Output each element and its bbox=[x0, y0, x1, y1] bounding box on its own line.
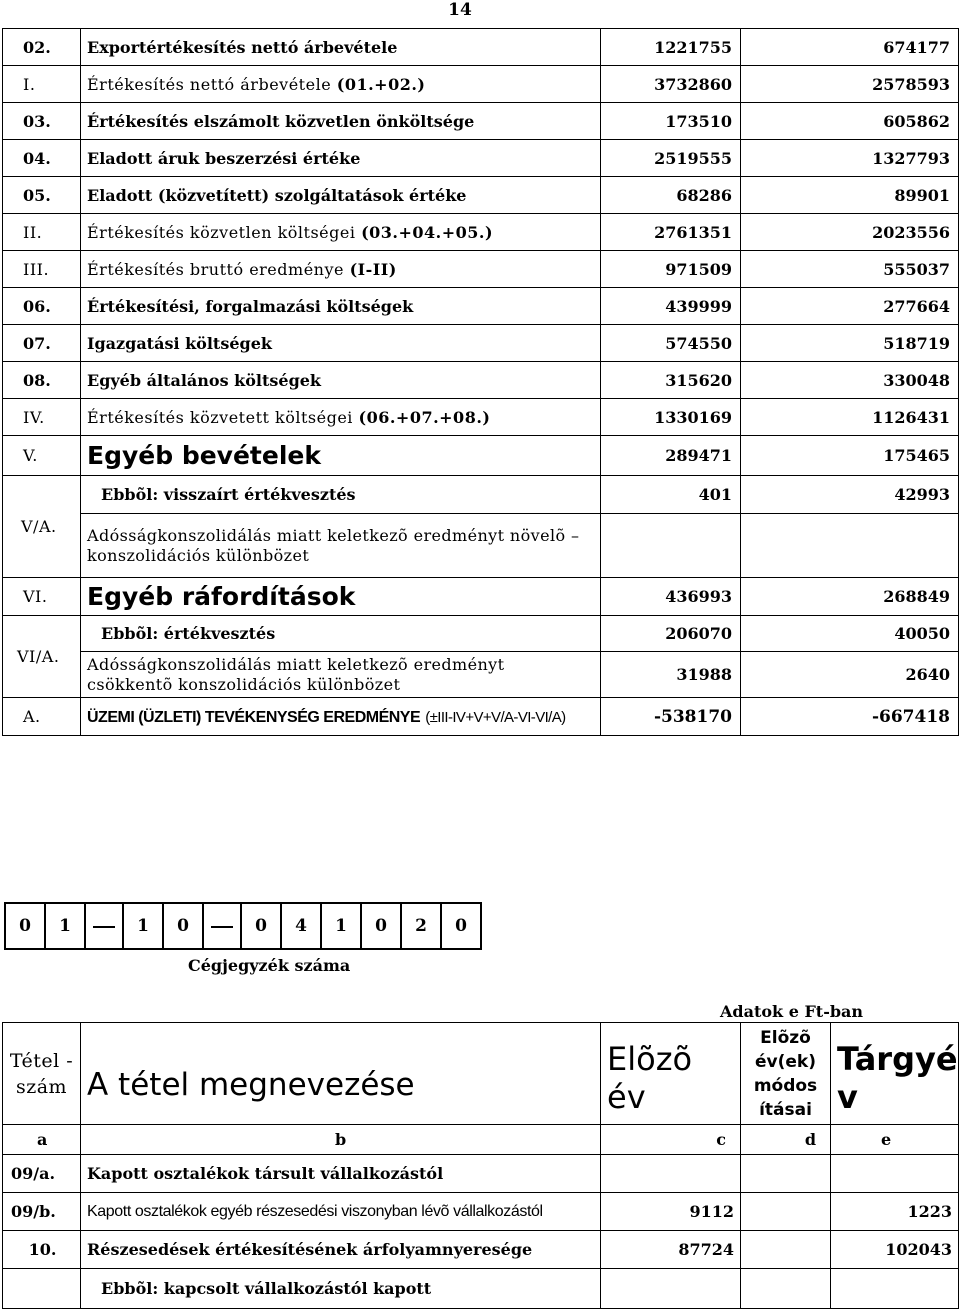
table-row bbox=[3, 103, 959, 140]
row-label: Ebbõl: kapcsolt vállalkozástól kapott bbox=[81, 1269, 601, 1309]
table-row bbox=[3, 66, 959, 103]
column-letter: c bbox=[601, 1125, 741, 1155]
registration-digit: 4 bbox=[281, 903, 321, 949]
table-row bbox=[3, 214, 959, 251]
row-label: Ebbõl: visszaírt értékvesztés bbox=[81, 476, 601, 514]
registration-digit: 1 bbox=[123, 903, 163, 949]
previous-year-value: 173510 bbox=[601, 103, 741, 140]
row-label-text: Eladott áruk beszerzési értéke bbox=[87, 148, 361, 168]
row-number: 05. bbox=[3, 177, 81, 214]
table-row bbox=[3, 1125, 959, 1155]
current-year-value: -667418 bbox=[741, 698, 959, 736]
table-row bbox=[3, 362, 959, 399]
table-row bbox=[3, 1231, 959, 1269]
previous-year-value: 68286 bbox=[601, 177, 741, 214]
row-number: II. bbox=[3, 214, 81, 251]
table-row bbox=[3, 652, 959, 698]
previous-year-value: 439999 bbox=[601, 288, 741, 325]
row-label: Ebbõl: értékvesztés bbox=[81, 616, 601, 652]
financial-items-table bbox=[2, 1022, 959, 1309]
previous-year-value: 1330169 bbox=[601, 399, 741, 436]
table-row bbox=[3, 177, 959, 214]
row-label-text: Igazgatási költségek bbox=[87, 333, 272, 353]
row-number: VI. bbox=[3, 578, 81, 616]
previous-year-value bbox=[601, 514, 741, 578]
header-modifications: Elõzõ év(ek) módos ításai bbox=[741, 1023, 831, 1125]
current-year-value: 518719 bbox=[741, 325, 959, 362]
current-year-value: 2023556 bbox=[741, 214, 959, 251]
header-item-number: Tétel - szám bbox=[3, 1023, 81, 1125]
row-number: A. bbox=[3, 698, 81, 736]
page-number: 14 bbox=[448, 0, 472, 20]
income-statement-table bbox=[2, 28, 959, 736]
table-row bbox=[3, 288, 959, 325]
row-label-text: Értékesítés bruttó eredménye bbox=[87, 259, 344, 279]
registration-label: Cégjegyzék száma bbox=[188, 956, 351, 975]
previous-year-value: 574550 bbox=[601, 325, 741, 362]
previous-year-value: 206070 bbox=[601, 616, 741, 652]
registration-digit: 0 bbox=[441, 903, 481, 949]
table-row bbox=[3, 1023, 959, 1125]
header-previous-year: Elõzõ év bbox=[601, 1023, 741, 1125]
previous-year-value: 9112 bbox=[601, 1193, 741, 1231]
row-number bbox=[3, 1269, 81, 1309]
row-label bbox=[81, 177, 601, 214]
modification-value bbox=[741, 1231, 831, 1269]
row-label: Kapott osztalékok társult vállalkozástól bbox=[81, 1155, 601, 1193]
row-number: 07. bbox=[3, 325, 81, 362]
row-label: Adósságkonszolidálás miatt keletkezõ eredményt csökkentõ konszolidációs különbözet bbox=[81, 652, 601, 698]
row-label-text: Értékesítés nettó árbevétele bbox=[87, 74, 332, 94]
current-year-value: 1126431 bbox=[741, 399, 959, 436]
row-number: 03. bbox=[3, 103, 81, 140]
current-year-value: 102043 bbox=[831, 1231, 959, 1269]
row-label: Kapott osztalékok egyéb részesedési viszonyban lévõ vállalkozástól bbox=[81, 1193, 601, 1231]
row-label bbox=[81, 66, 601, 103]
previous-year-value: 2761351 bbox=[601, 214, 741, 251]
registration-digit: 0 bbox=[163, 903, 203, 949]
table-row bbox=[3, 1155, 959, 1193]
current-year-value: 89901 bbox=[741, 177, 959, 214]
current-year-value: 330048 bbox=[741, 362, 959, 399]
table-row bbox=[3, 1193, 959, 1231]
row-number: 09/a. bbox=[3, 1155, 81, 1193]
registration-digit: 0 bbox=[361, 903, 401, 949]
current-year-value: 605862 bbox=[741, 103, 959, 140]
previous-year-value: 31988 bbox=[601, 652, 741, 698]
company-registration-number bbox=[4, 902, 482, 950]
previous-year-value: 87724 bbox=[601, 1231, 741, 1269]
result-title: ÜZEMI (ÜZLETI) TEVÉKENYSÉG EREDMÉNYE bbox=[87, 708, 421, 726]
row-label-text: Egyéb általános költségek bbox=[87, 370, 322, 390]
modification-value bbox=[741, 1269, 831, 1309]
registration-digit: 1 bbox=[45, 903, 85, 949]
row-label bbox=[81, 325, 601, 362]
table-row bbox=[3, 325, 959, 362]
header-current-year: Tárgyé v bbox=[831, 1023, 959, 1125]
current-year-value: 2640 bbox=[741, 652, 959, 698]
registration-digit: 2 bbox=[401, 903, 441, 949]
current-year-value: 1327793 bbox=[741, 140, 959, 177]
row-number: V. bbox=[3, 436, 81, 476]
previous-year-value: -538170 bbox=[601, 698, 741, 736]
previous-year-value bbox=[601, 1155, 741, 1193]
row-label bbox=[81, 103, 601, 140]
current-year-value bbox=[831, 1269, 959, 1309]
table-row bbox=[3, 436, 959, 476]
row-number: 02. bbox=[3, 29, 81, 66]
row-label-text: Exportértékesítés nettó árbevétele bbox=[87, 37, 398, 57]
units-note: Adatok e Ft-ban bbox=[720, 1002, 864, 1021]
table-row bbox=[3, 698, 959, 736]
row-formula: (01.+02.) bbox=[336, 74, 426, 94]
table-row bbox=[3, 578, 959, 616]
row-label-text: Értékesítés elszámolt közvetlen önköltsége bbox=[87, 111, 475, 131]
row-label-text: Értékesítési, forgalmazási költségek bbox=[87, 296, 414, 316]
row-label-text: Eladott (közvetített) szolgáltatások értéke bbox=[87, 185, 467, 205]
row-number: 04. bbox=[3, 140, 81, 177]
row-formula: (I-II) bbox=[349, 259, 397, 279]
table-row bbox=[3, 251, 959, 288]
current-year-value: 40050 bbox=[741, 616, 959, 652]
current-year-value: 555037 bbox=[741, 251, 959, 288]
current-year-value: 175465 bbox=[741, 436, 959, 476]
row-number: I. bbox=[3, 66, 81, 103]
row-label-text: Értékesítés közvetlen költségei bbox=[87, 222, 356, 242]
column-letter: e bbox=[831, 1125, 959, 1155]
row-number: IV. bbox=[3, 399, 81, 436]
result-formula: (±III-IV+V+V/A-VI-VI/A) bbox=[425, 708, 566, 726]
column-letter: b bbox=[81, 1125, 601, 1155]
registration-digit: 0 bbox=[241, 903, 281, 949]
current-year-value: 268849 bbox=[741, 578, 959, 616]
modification-value bbox=[741, 1193, 831, 1231]
current-year-value bbox=[831, 1155, 959, 1193]
row-label bbox=[81, 288, 601, 325]
table-row bbox=[3, 476, 959, 514]
row-formula: (06.+07.+08.) bbox=[358, 407, 491, 427]
row-label: Részesedések értékesítésének árfolyamnyeresége bbox=[81, 1231, 601, 1269]
previous-year-value: 401 bbox=[601, 476, 741, 514]
previous-year-value: 436993 bbox=[601, 578, 741, 616]
row-label bbox=[81, 362, 601, 399]
row-number: V/A. bbox=[3, 476, 81, 578]
modification-value bbox=[741, 1155, 831, 1193]
row-number: 08. bbox=[3, 362, 81, 399]
row-number: 10. bbox=[3, 1231, 81, 1269]
row-label-text: Értékesítés közvetett költségei bbox=[87, 407, 353, 427]
row-number: III. bbox=[3, 251, 81, 288]
row-label: Egyéb bevételek bbox=[81, 436, 601, 476]
current-year-value bbox=[741, 514, 959, 578]
column-letter: a bbox=[3, 1125, 81, 1155]
registration-digit: 1 bbox=[321, 903, 361, 949]
previous-year-value: 289471 bbox=[601, 436, 741, 476]
table-row bbox=[3, 514, 959, 578]
registration-separator bbox=[85, 903, 123, 949]
row-label bbox=[81, 698, 601, 736]
previous-year-value: 3732860 bbox=[601, 66, 741, 103]
row-label: Egyéb ráfordítások bbox=[81, 578, 601, 616]
row-label bbox=[81, 251, 601, 288]
current-year-value: 42993 bbox=[741, 476, 959, 514]
row-number: 06. bbox=[3, 288, 81, 325]
row-label bbox=[81, 29, 601, 66]
table-row bbox=[3, 29, 959, 66]
row-number: 09/b. bbox=[3, 1193, 81, 1231]
previous-year-value: 971509 bbox=[601, 251, 741, 288]
row-label bbox=[81, 140, 601, 177]
table-row bbox=[3, 616, 959, 652]
current-year-value: 277664 bbox=[741, 288, 959, 325]
previous-year-value: 1221755 bbox=[601, 29, 741, 66]
previous-year-value bbox=[601, 1269, 741, 1309]
current-year-value: 2578593 bbox=[741, 66, 959, 103]
row-label bbox=[81, 399, 601, 436]
previous-year-value: 2519555 bbox=[601, 140, 741, 177]
table-row bbox=[3, 399, 959, 436]
row-label: Adósságkonszolidálás miatt keletkezõ eredményt növelõ – konszolidációs különbözet bbox=[81, 514, 601, 578]
registration-digit: 0 bbox=[5, 903, 45, 949]
header-item-name: A tétel megnevezése bbox=[81, 1023, 601, 1125]
current-year-value: 1223 bbox=[831, 1193, 959, 1231]
row-label bbox=[81, 214, 601, 251]
current-year-value: 674177 bbox=[741, 29, 959, 66]
table-row bbox=[3, 140, 959, 177]
previous-year-value: 315620 bbox=[601, 362, 741, 399]
column-letter: d bbox=[741, 1125, 831, 1155]
row-number: VI/A. bbox=[3, 616, 81, 698]
registration-separator bbox=[203, 903, 241, 949]
table-row bbox=[3, 1269, 959, 1309]
row-formula: (03.+04.+05.) bbox=[361, 222, 494, 242]
